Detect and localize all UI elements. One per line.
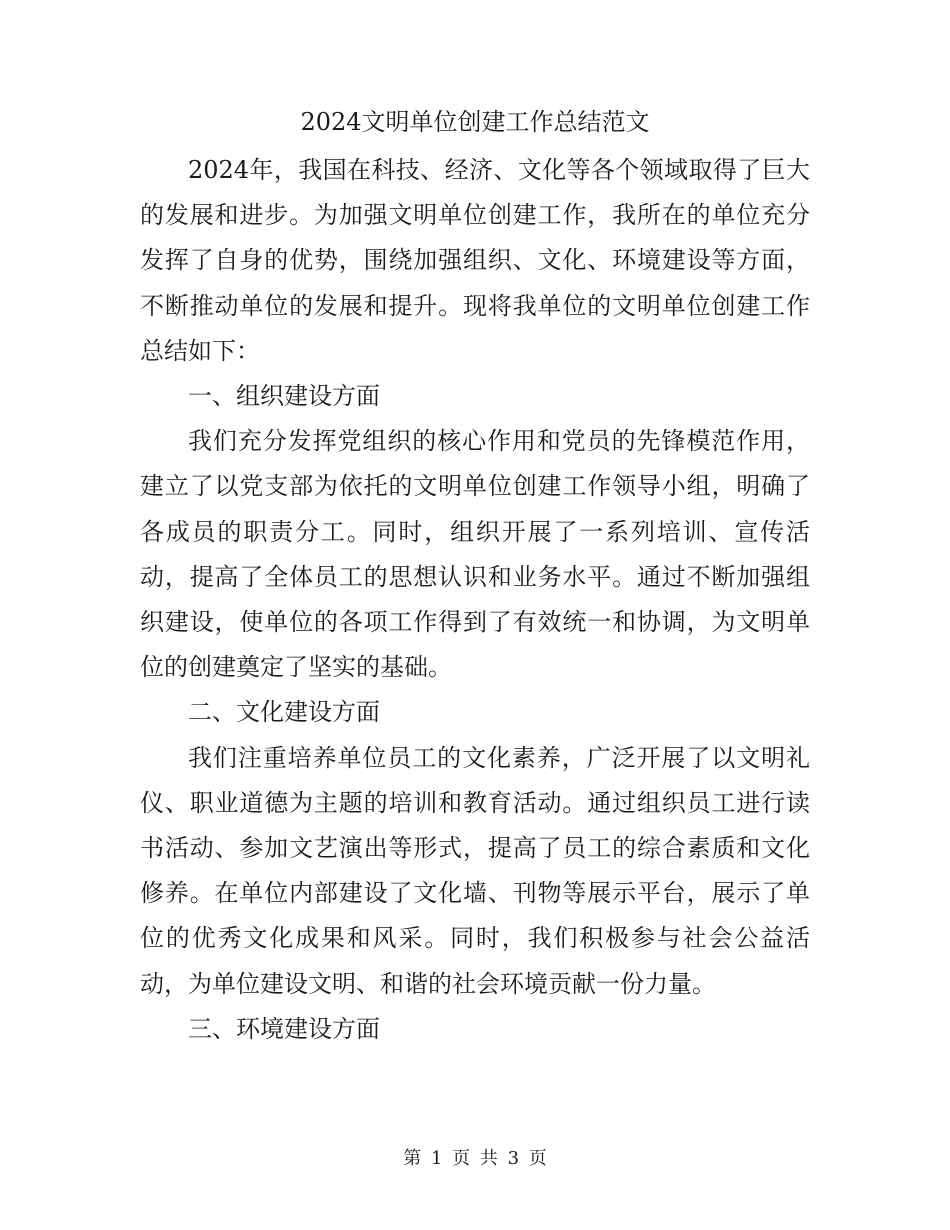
section-heading-environment: 三、环境建设方面 — [188, 1014, 380, 1043]
section-body-culture: 我们注重培养单位员工的文化素养，广泛开展了以文明礼仪、职业道德为主题的培训和教育活动。通过组织员工进行读书活动、参加文艺演出等形式，提高了员工的综合素质和文化修养。在单位内部建设了文化墙、刊物等展示平台，展示了单位的优秀文化成果和风采。同时，我们积极参与社会公益活动，为单位建设文明、和谐的社会环境贡献一份力量。 — [140, 743, 810, 998]
page-number-footer: 第 1 页 共 3 页 — [403, 1148, 547, 1169]
document-body — [140, 148, 810, 1052]
section-heading-organization: 一、组织建设方面 — [188, 382, 380, 411]
section-body-organization: 我们充分发挥党组织的核心作用和党员的先锋模范作用，建立了以党支部为依托的文明单位创建工作领导小组，明确了各成员的职责分工。同时，组织开展了一系列培训、宣传活动，提高了全体员工的思想认识和业务水平。通过不断加强组织建设，使单位的各项工作得到了有效统一和协调，为文明单位的创建奠定了坚实的基础。 — [140, 427, 810, 682]
document-title: 2024文明单位创建工作总结范文 — [300, 108, 650, 136]
intro-paragraph: 2024年，我国在科技、经济、文化等各个领域取得了巨大的发展和进步。为加强文明单位创建工作，我所在的单位充分发挥了自身的优势，围绕加强组织、文化、环境建设等方面，不断推动单位的发展和提升。现将我单位的文明单位创建工作总结如下： — [140, 156, 810, 365]
section-heading-culture: 二、文化建设方面 — [188, 698, 380, 727]
